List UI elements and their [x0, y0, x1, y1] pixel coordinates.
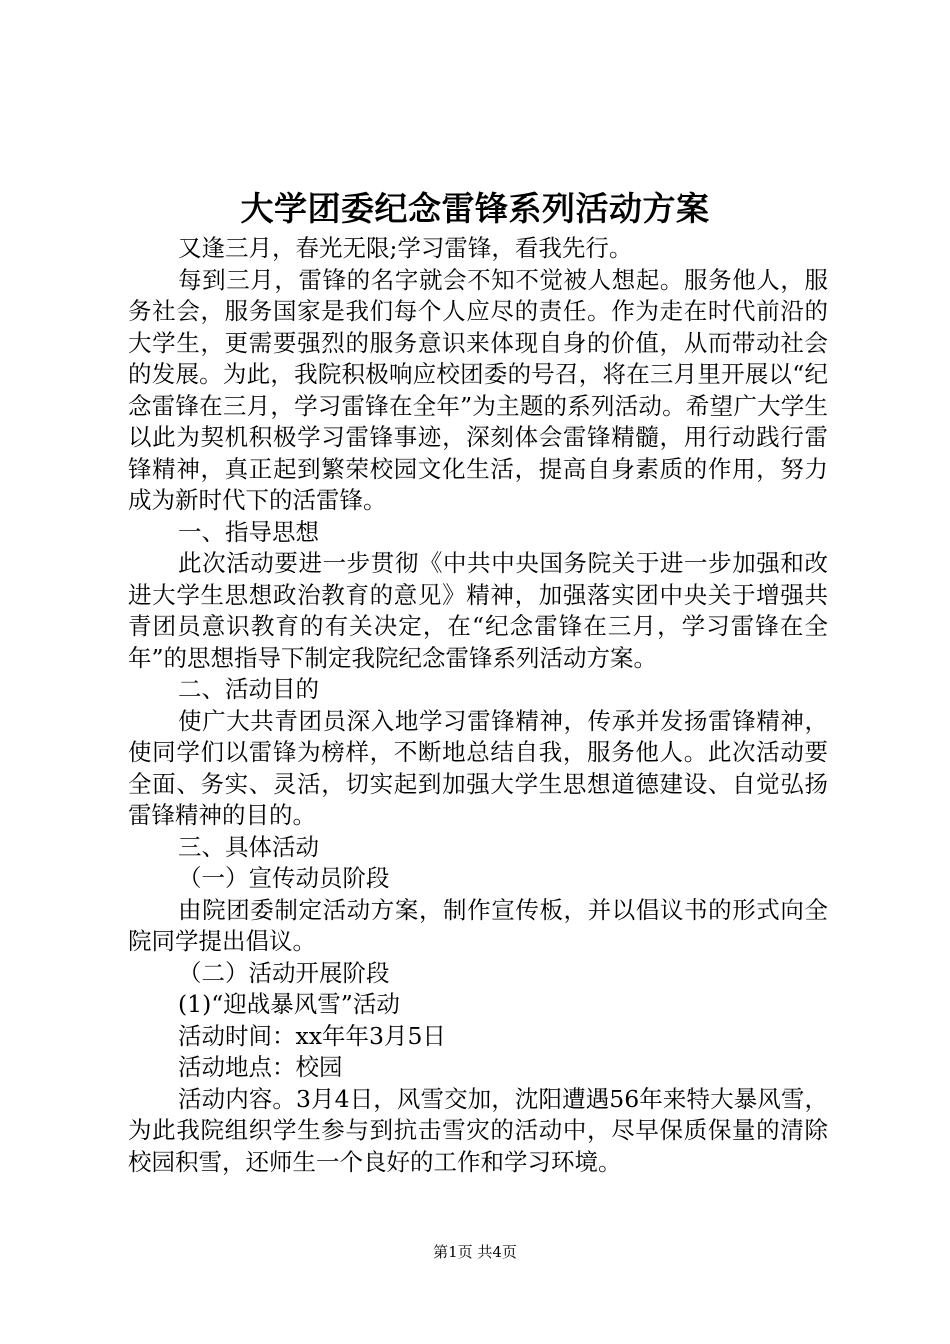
paragraph-publicity: 由院团委制定活动方案，制作宣传板，并以倡议书的形式向全院同学提出倡议。: [128, 895, 828, 955]
subsection-heading-publicity: （一）宣传动员阶段: [178, 864, 390, 892]
page-number-footer: 第1页 共4页: [433, 1243, 517, 1261]
activity-time: 活动时间：xx年年3月5日: [178, 1021, 446, 1050]
activity-title: (1)“迎战暴风雪”活动: [178, 990, 400, 1018]
section-heading-guiding-ideology: 一、指导思想: [178, 517, 319, 546]
section-heading-purpose: 二、活动目的: [178, 675, 319, 703]
paragraph-background: 每到三月，雷锋的名字就会不知不觉被人想起。服务他人，服务社会，服务国家是我们每个人应尽的责任。作为走在时代前沿的大学生，更需要强烈的服务意识来体现自身的价值，从而带动社会的发展。为此，我院积极响应校团委的号召，将在三月里开展以“纪念雷锋在三月，学习雷锋在全年”为主题的系列活动。希望广大学生以此为契机积极学习雷锋事迹，深刻体会雷锋精髓，用行动践行雷锋精神，真正起到繁荣校园文化生活，提高自身素质的作用，努力成为新时代下的活雷锋。: [128, 265, 828, 514]
paragraph-guiding-ideology: 此次活动要进一步贯彻《中共中央国务院关于进一步加强和改进大学生思想政治教育的意见》精神，加强落实团中央关于增强共青团员意识教育的有关决定，在“纪念雷锋在三月，学习雷锋在全年”的思想指导下制定我院纪念雷锋系列活动方案。: [128, 549, 828, 672]
subsection-heading-execution: （二）活动开展阶段: [178, 958, 390, 987]
activity-location: 活动地点：校园: [178, 1053, 343, 1081]
section-heading-activities: 三、具体活动: [178, 832, 319, 861]
document-body: [128, 233, 828, 1178]
paragraph-intro: 又逢三月，春光无限;学习雷锋，看我先行。: [178, 234, 633, 262]
paragraph-purpose: 使广大共青团员深入地学习雷锋精神，传承并发扬雷锋精神，使同学们以雷锋为榜样，不断地总结自我，服务他人。此次活动要全面、务实、灵活，切实起到加强大学生思想道德建设、自觉弘扬雷锋精神的目的。: [128, 706, 828, 829]
activity-content: 活动内容。3月4日，风雪交加，沈阳遭遇56年来特大暴风雪，为此我院组织学生参与到抗击雪灾的活动中，尽早保质保量的清除校园积雪，还师生一个良好的工作和学习环境。: [128, 1084, 828, 1176]
document-title: 大学团委纪念雷锋系列活动方案: [240, 189, 710, 228]
